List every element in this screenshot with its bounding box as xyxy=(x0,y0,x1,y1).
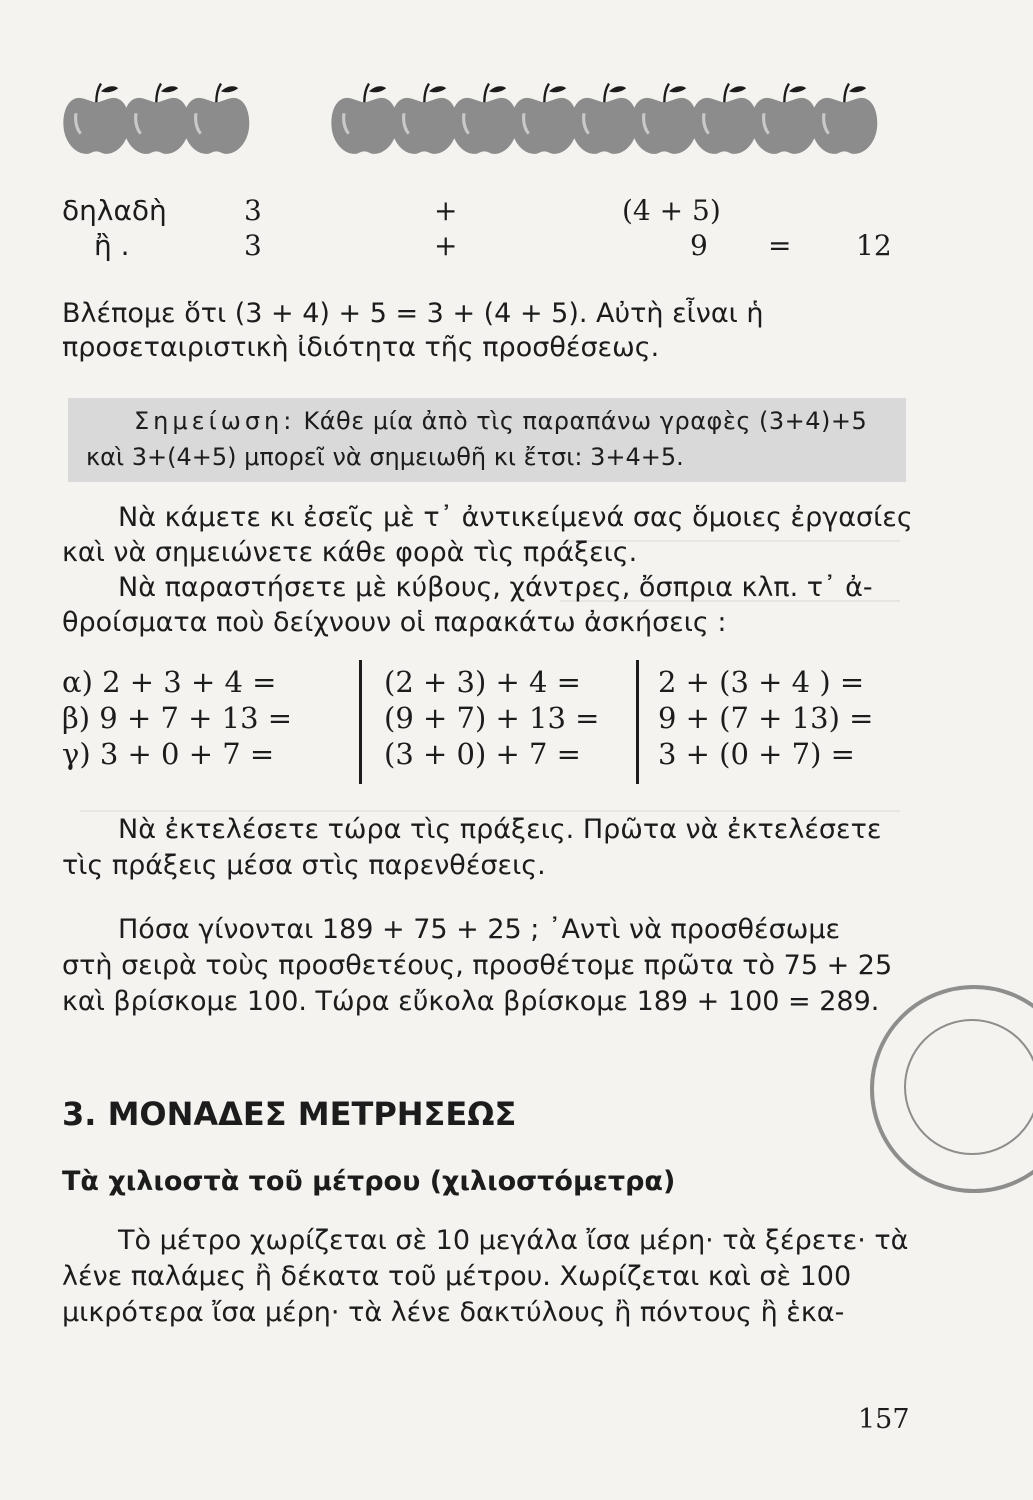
exercise-b-col-1: β) 9 + 7 + 13 = xyxy=(62,701,293,735)
equation-operator: + xyxy=(434,229,458,262)
exercise-c-col-1: γ) 3 + 0 + 7 = xyxy=(62,737,275,771)
equation-label: δηλαδὴ xyxy=(62,194,167,227)
apple-icon xyxy=(123,84,189,154)
section-heading: 3. ΜΟΝΑΔΕΣ ΜΕΤΡΗΣΕΩΣ xyxy=(62,1095,517,1133)
exercise-c-col-2: (3 + 0) + 7 = xyxy=(384,737,581,771)
paragraph-2-line-4: θροίσματα ποὺ δείχνουν οἱ παρακάτω ἀσκήσεις : xyxy=(62,607,727,638)
apple-group-2 xyxy=(331,84,877,154)
equation-term-b: (4 + 5) xyxy=(622,194,721,227)
apples-illustration xyxy=(62,82,902,178)
equation-term-a: 3 xyxy=(244,194,262,227)
equation-line-1 xyxy=(62,193,167,229)
paragraph-4-line-2: στὴ σειρὰ τοὺς προσθετέους, προσθέτομε πρῶτα τὸ 75 + 25 xyxy=(62,950,893,981)
exercise-a-col-3: 2 + (3 + 4 ) = xyxy=(658,665,865,699)
apple-icon xyxy=(331,84,397,154)
paragraph-5-line-2: λένε παλάμες ἢ δέκατα τοῦ μέτρου. Χωρίζεται καὶ σὲ 100 xyxy=(62,1261,852,1292)
library-stamp xyxy=(870,985,1033,1193)
page-number: 157 xyxy=(858,1404,910,1435)
paragraph-1-line-1: Βλέπομε ὅτι (3 + 4) + 5 = 3 + (4 + 5). Αὐτὴ εἶναι ἡ xyxy=(62,298,764,329)
apple-icon xyxy=(571,84,637,154)
equation-equals: = xyxy=(768,229,792,262)
exercise-c-col-3: 3 + (0 + 7) = xyxy=(658,737,855,771)
paragraph-1-line-2: προσεταιριστικὴ ἰδιότητα τῆς προσθέσεως. xyxy=(62,332,660,363)
equation-term-a: 3 xyxy=(244,229,262,262)
note-text: Κάθε μία ἀπὸ τὶς παραπάνω γραφὲς (3+4)+5 xyxy=(303,407,868,435)
apple-icon xyxy=(391,84,457,154)
paragraph-2-line-1: Νὰ κάμετε κι ἐσεῖς μὲ τ᾽ ἀντικείμενά σας ὅμοιες ἐργασίες xyxy=(118,502,913,533)
exercise-a-col-1: α) 2 + 3 + 4 = xyxy=(62,665,277,699)
apple-icon xyxy=(63,84,129,154)
exercises-table xyxy=(62,660,912,790)
note-line-1 xyxy=(134,403,867,439)
apple-icon xyxy=(451,84,517,154)
apple-icon xyxy=(631,84,697,154)
exercise-b-col-2: (9 + 7) + 13 = xyxy=(384,701,600,735)
paragraph-2-line-2: καὶ νὰ σημειώνετε κάθε φορὰ τὶς πράξεις. xyxy=(62,537,638,568)
note-label: Σημείωση: xyxy=(134,407,296,435)
equation-result: 12 xyxy=(856,229,892,262)
apple-icon xyxy=(751,84,817,154)
exercise-a-col-2: (2 + 3) + 4 = xyxy=(384,665,581,699)
paragraph-2-line-3: Νὰ παραστήσετε μὲ κύβους, χάντρες, ὄσπρια κλπ. τ᾽ ἀ- xyxy=(118,572,873,603)
apple-icon xyxy=(183,84,249,154)
exercise-b-col-3: 9 + (7 + 13) = xyxy=(658,701,874,735)
note-line-2: καὶ 3+(4+5) μπορεῖ νὰ σημειωθῆ κι ἔτσι: 3+4+5. xyxy=(86,443,684,471)
equation-term-b: 9 xyxy=(690,229,708,262)
paragraph-5-line-3: μικρότερα ἴσα μέρη· τὰ λένε δακτύλους ἢ πόντους ἢ ἑκα- xyxy=(62,1297,845,1328)
equation-line-2 xyxy=(94,228,130,264)
apple-icon xyxy=(511,84,577,154)
equation-label: ἢ . xyxy=(94,229,130,262)
paragraph-5-line-1: Τὸ μέτρο χωρίζεται σὲ 10 μεγάλα ἴσα μέρη· τὰ ξέρετε· τὰ xyxy=(118,1225,909,1256)
section-subheading: Τὰ χιλιοστὰ τοῦ μέτρου (χιλιοστόμετρα) xyxy=(62,1166,676,1197)
apple-icon xyxy=(691,84,757,154)
paragraph-4-line-3: καὶ βρίσκομε 100. Τώρα εὔκολα βρίσκομε 189 + 100 = 289. xyxy=(62,986,880,1017)
paragraph-3-line-2: τὶς πράξεις μέσα στὶς παρενθέσεις. xyxy=(62,850,546,881)
column-divider xyxy=(636,660,639,784)
stamp-inner-ring xyxy=(904,1019,1033,1155)
paragraph-3-line-1: Νὰ ἐκτελέσετε τώρα τὶς πράξεις. Πρῶτα νὰ ἐκτελέσετε xyxy=(118,814,882,845)
apple-group-1 xyxy=(63,84,249,154)
column-divider xyxy=(359,660,362,784)
equation-operator: + xyxy=(434,194,458,227)
apple-icon xyxy=(811,84,877,154)
paragraph-4-line-1: Πόσα γίνονται 189 + 75 + 25 ; ᾽Αντὶ νὰ προσθέσωμε xyxy=(118,914,841,945)
